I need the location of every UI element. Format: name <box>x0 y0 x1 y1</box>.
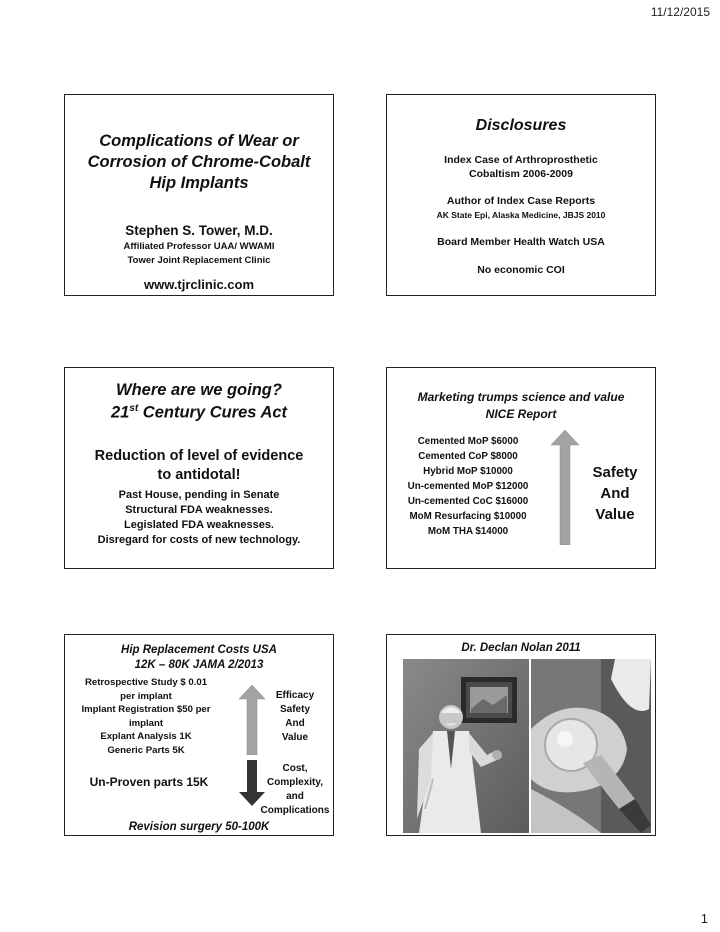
unproven-parts: Un-Proven parts 15K <box>89 775 209 789</box>
slide-photo <box>386 634 656 836</box>
disclosure-line: Board Member Health Watch USA <box>437 236 605 248</box>
list-item: Un-cemented MoP $12000 <box>407 481 529 492</box>
list-item: Legislated FDA weaknesses. <box>124 519 274 531</box>
website-link[interactable]: www.tjrclinic.com <box>143 277 255 292</box>
disclosure-line: AK State Epi, Alaska Medicine, JBJS 2010 <box>436 210 606 220</box>
affiliation: Tower Joint Replacement Clinic <box>127 255 271 266</box>
list-item: Disregard for costs of new technology. <box>97 534 301 546</box>
slide-heading: NICE Report <box>485 407 557 421</box>
list-item: Generic Parts 5K <box>107 744 185 756</box>
slide-cures-act <box>64 367 334 569</box>
title-line: Hip Implants <box>149 174 249 192</box>
list-item: Implant Registration $50 per <box>81 704 211 716</box>
heading-part: 21 <box>110 403 130 422</box>
print-date: 11/12/2015 <box>650 5 710 19</box>
list-item: Un-cemented CoC $16000 <box>407 496 529 507</box>
key-point: to antidotal! <box>157 467 241 483</box>
list-item: implant <box>128 717 164 729</box>
slide-nice-report <box>386 367 656 569</box>
label-line: And <box>600 485 630 502</box>
slide-disclosures <box>386 94 656 296</box>
slide-footer-text: Revision surgery 50-100K <box>128 821 270 833</box>
title-line: Corrosion of Chrome-Cobalt <box>87 153 311 171</box>
slide-costs <box>64 634 334 836</box>
label-line: And <box>285 718 305 729</box>
list-item: Retrospective Study $ 0.01 <box>84 677 208 688</box>
label-line: Safety <box>592 464 638 481</box>
disclosure-line: Author of Index Case Reports <box>446 195 596 207</box>
list-item: Cemented CoP $8000 <box>418 451 518 462</box>
side-label <box>583 462 647 525</box>
page-number: 1 <box>700 911 708 926</box>
slide-heading: Marketing trumps science and value <box>417 390 625 404</box>
implant-photo <box>531 659 651 833</box>
disclosure-line: Cobaltism 2006-2009 <box>469 168 573 180</box>
up-arrow-icon <box>551 430 579 545</box>
list-item: Hybrid MoP $10000 <box>423 466 513 477</box>
label-line: Safety <box>279 704 310 715</box>
label-line: Value <box>281 732 309 743</box>
slide-heading <box>65 403 333 423</box>
key-point: Reduction of level of evidence <box>94 448 304 464</box>
doctor-photo <box>403 659 529 833</box>
label-line: Cost, <box>282 763 308 774</box>
author-name: Stephen S. Tower, M.D. <box>125 223 273 238</box>
label-line: Efficacy <box>275 690 315 701</box>
down-label <box>255 762 334 818</box>
heading-part: Century Cures Act <box>138 403 288 422</box>
list-item: Past House, pending in Senate <box>118 489 280 501</box>
list-item: MoM THA $14000 <box>427 526 509 537</box>
slide-title <box>64 94 334 296</box>
list-item: Structural FDA weaknesses. <box>125 504 273 516</box>
up-arrow-icon <box>239 685 265 755</box>
up-label <box>265 689 325 745</box>
title-block <box>65 131 333 194</box>
list-item: Cemented MoP $6000 <box>417 436 519 447</box>
list-item: per implant <box>120 690 172 702</box>
list-item: MoM Resurfacing $10000 <box>409 511 527 522</box>
cost-list <box>67 676 225 758</box>
price-list <box>393 434 543 539</box>
slide-heading: Hip Replacement Costs USA <box>121 644 277 656</box>
heading-superscript: st <box>129 403 139 414</box>
label-line: Value <box>595 506 635 523</box>
label-line: Complexity, <box>267 777 323 788</box>
bullet-list <box>65 488 333 548</box>
slide-heading: Dr. Declan Nolan 2011 <box>461 642 581 654</box>
affiliation: Affiliated Professor UAA/ WWAMI <box>123 241 275 252</box>
label-line: and <box>286 791 304 802</box>
slide-heading: Disclosures <box>475 117 567 134</box>
slide-heading: 12K – 80K JAMA 2/2013 <box>134 659 264 671</box>
list-item: Explant Analysis 1K <box>100 731 192 743</box>
disclosure-line: No economic COI <box>477 264 565 276</box>
slide-heading: Where are we going? <box>116 381 282 399</box>
label-line: Complications <box>260 805 330 816</box>
disclosure-line: Index Case of Arthroprosthetic <box>444 154 598 166</box>
title-line: Complications of Wear or <box>99 132 299 150</box>
